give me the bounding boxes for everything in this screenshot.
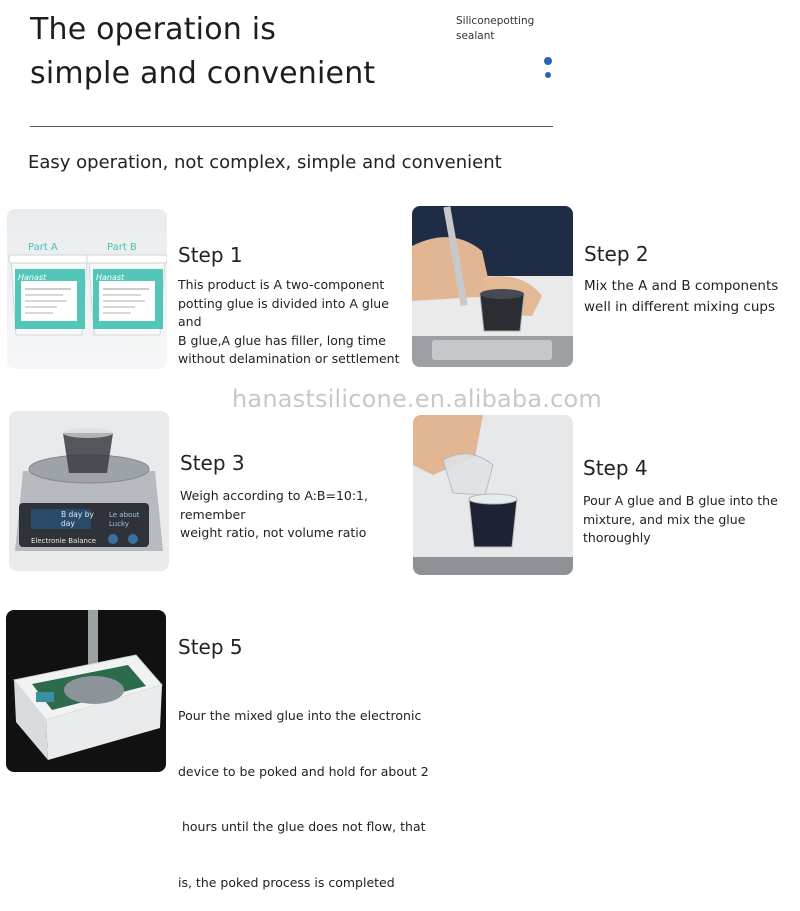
divider <box>30 126 553 127</box>
step4-line: mixture, and mix the glue thoroughly <box>583 511 746 545</box>
step4-title: Step 4 <box>583 456 648 480</box>
step4-description <box>583 492 800 548</box>
bucket-a-label: Part A <box>28 242 58 253</box>
balance-display-right1: Le about <box>109 511 140 519</box>
step5-line: is, the poked process is completed <box>178 874 395 890</box>
step3-image <box>9 411 169 571</box>
page-title-line1: The operation is <box>30 12 277 47</box>
step1-image <box>7 209 167 369</box>
step1-line: This product is A two-component <box>178 277 385 292</box>
step3-line: weight ratio, not volume ratio <box>180 525 367 540</box>
bucket-b-label: Part B <box>107 242 137 253</box>
step1-line: B glue,A glue has filler, long time <box>178 332 386 348</box>
bucket-b-brand: Hanast <box>96 273 125 282</box>
product-label-line1: Siliconepotting <box>456 15 535 27</box>
step3-title: Step 3 <box>180 451 245 475</box>
mixing-cups-photo <box>412 206 573 367</box>
accent-dot-large <box>544 57 552 65</box>
step2-line: well in different mixing cups <box>584 299 776 315</box>
balance-display-right2: Lucky <box>109 520 130 528</box>
step4-line: Pour A glue and B glue into the <box>583 493 778 508</box>
pouring-photo <box>413 415 573 575</box>
step1-description <box>178 276 408 369</box>
step2-title: Step 2 <box>584 242 649 266</box>
balance-display-line2: day <box>61 519 75 528</box>
subtitle: Easy operation, not complex, simple and convenient <box>28 152 502 173</box>
step1-line: potting glue is divided into A glue and <box>178 295 389 329</box>
step5-line: hours until the glue does not flow, that <box>178 819 426 834</box>
watermark: hanastsilicone.en.alibaba.com <box>232 385 602 413</box>
step4-image <box>413 415 573 575</box>
balance-display-line1: B day by <box>61 510 94 519</box>
step5-image <box>6 610 166 772</box>
step3-line: Weigh according to A:B=10:1, remember <box>180 488 368 522</box>
balance-brand-label: Electronie Balance <box>31 537 97 545</box>
page-title-line2: simple and convenient <box>30 56 376 91</box>
step5-title: Step 5 <box>178 635 243 659</box>
step1-line: without delamination or settlement <box>178 351 400 366</box>
balance-photo <box>9 411 169 571</box>
bucket-a-brand: Hanast <box>18 273 47 282</box>
product-label <box>456 14 556 44</box>
accent-dot-small <box>545 72 551 78</box>
step5-line: Pour the mixed glue into the electronic <box>178 708 422 723</box>
potting-device-photo <box>6 610 166 772</box>
step2-line: Mix the A and B components <box>584 278 779 294</box>
step3-description <box>180 487 410 543</box>
step2-image <box>412 206 573 367</box>
page-title <box>30 8 375 96</box>
step5-description <box>178 670 429 911</box>
step5-line: device to be poked and hold for about 2 <box>178 763 429 779</box>
buckets-illustration <box>7 209 167 369</box>
step2-description <box>584 276 794 318</box>
step1-title: Step 1 <box>178 243 243 267</box>
product-label-line2: sealant <box>456 30 495 42</box>
